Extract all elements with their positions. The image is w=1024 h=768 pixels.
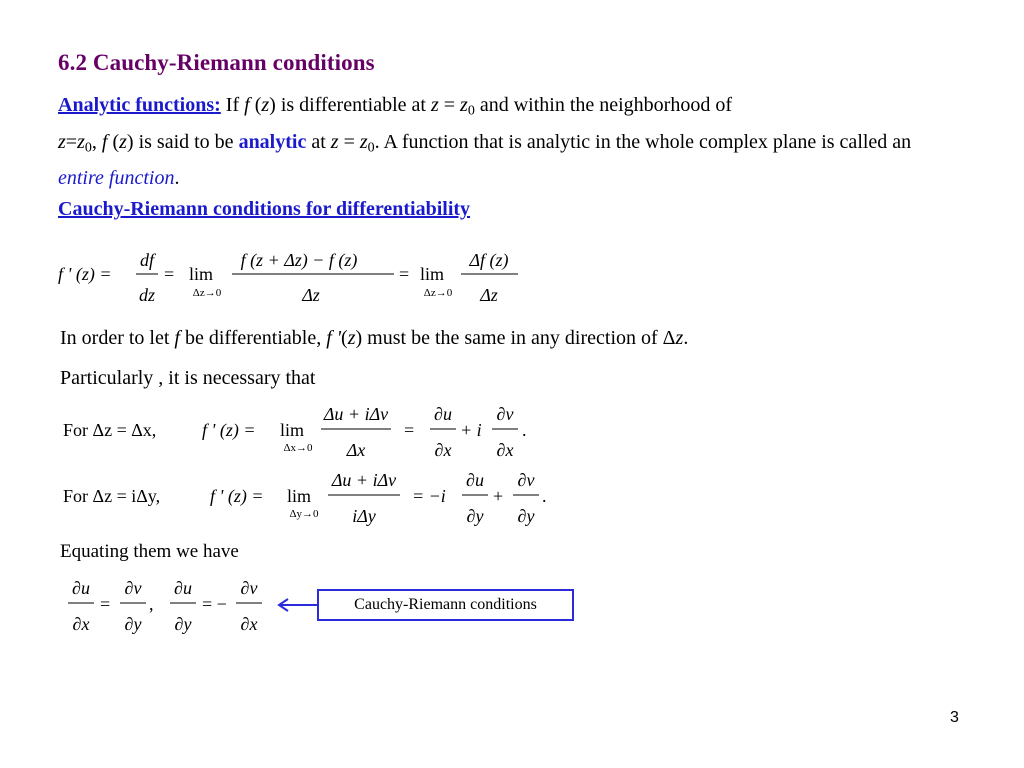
eq-lhs: f ' (z) =	[58, 264, 112, 284]
eq-partial-den: ∂x	[434, 440, 452, 460]
eq-denominator: iΔy	[352, 506, 376, 526]
eq-denominator: Δz	[302, 285, 320, 305]
para-var: f '	[326, 327, 342, 349]
eq-equals: =	[404, 420, 415, 440]
eq-partial-den: ∂y	[466, 506, 484, 526]
eq-comma: ,	[149, 594, 154, 614]
eq-partial-num: ∂v	[496, 404, 514, 424]
eq-equals: =	[100, 594, 111, 614]
eq-dz: dz	[138, 285, 156, 305]
intro-text: . A function that is analytic in the whole complex plane is called an	[374, 130, 912, 153]
entire-function-term: entire function	[58, 167, 175, 189]
intro-text: =	[338, 130, 360, 153]
eq-prefix: For Δz = Δx,	[63, 420, 157, 440]
left-arrow-icon	[276, 597, 318, 613]
para-text: (	[341, 327, 348, 349]
intro-var: z	[58, 130, 66, 153]
intro-subscript: 0	[467, 103, 475, 119]
eq-plus-i: + i	[460, 420, 482, 440]
para-var: z	[675, 327, 684, 349]
intro-var: z	[77, 130, 85, 153]
eq-lim-sub: Δy→0	[289, 508, 319, 520]
eq-equals: =	[164, 264, 175, 284]
eq-lim: lim	[420, 264, 445, 284]
para-var: z	[347, 327, 356, 349]
para-text: In order to let	[60, 327, 175, 349]
eq-df: df	[139, 250, 155, 270]
eq-partial-den: ∂y	[517, 506, 535, 526]
intro-text: (	[107, 130, 120, 153]
cauchy-riemann-label-box	[317, 589, 574, 621]
eq-lim: lim	[287, 486, 312, 506]
equating-paragraph: Equating them we have	[60, 541, 239, 562]
intro-text: =	[65, 130, 78, 153]
eq-numerator: Δf (z)	[469, 250, 509, 270]
eq-lim: lim	[189, 264, 214, 284]
intro-text: at	[306, 130, 331, 153]
intro-var: z	[359, 130, 368, 153]
eq-denominator: Δx	[346, 440, 366, 460]
necessary-paragraph: Particularly , it is necessary that	[60, 367, 316, 389]
intro-var: f	[244, 94, 250, 116]
eq-equals-minus: = −	[202, 594, 227, 614]
para-text: ) must be the same in any direction of Δ	[355, 327, 676, 349]
intro-text: ,	[91, 130, 102, 153]
slide-title: 6.2 Cauchy-Riemann conditions	[58, 50, 375, 75]
intro-var: z	[119, 130, 127, 153]
eq-lim: lim	[280, 420, 305, 440]
intro-text: (	[249, 94, 262, 116]
intro-text: If	[220, 94, 245, 116]
para-var: f	[174, 327, 180, 349]
eq-partial-num: ∂u	[466, 470, 484, 490]
direction-paragraph	[60, 327, 688, 350]
eq-lim-sub: Δz→0	[423, 287, 453, 299]
eq-lim-sub: Δx→0	[283, 442, 313, 454]
intro-subscript: 0	[84, 140, 92, 155]
eq-numerator: Δu + iΔv	[331, 470, 397, 490]
intro-text: ) is said to be	[126, 130, 239, 153]
eq-partial-num: ∂u	[174, 578, 192, 598]
intro-var: z	[430, 94, 439, 116]
eq-period: .	[542, 486, 547, 506]
intro-paragraph	[58, 90, 958, 194]
eq-partial-num: ∂v	[124, 578, 142, 598]
eq-partial-num: ∂u	[434, 404, 452, 424]
eq-lhs: f ' (z) =	[210, 486, 264, 506]
intro-text: .	[174, 167, 180, 189]
eq-equals: =	[399, 264, 410, 284]
eq-equals-minus-i: = −i	[412, 486, 446, 506]
eq-denominator: Δz	[480, 285, 498, 305]
intro-var: z	[460, 94, 468, 116]
cauchy-riemann-label: Cauchy-Riemann conditions	[354, 596, 537, 613]
eq-plus: +	[493, 486, 504, 506]
eq-partial-num: ∂v	[517, 470, 535, 490]
analytic-term: analytic	[238, 130, 307, 153]
term-colon: :	[214, 94, 221, 116]
eq-partial-den: ∂x	[72, 614, 90, 634]
y-direction-equation	[60, 466, 560, 528]
intro-text: and within the neighborhood of	[474, 94, 733, 116]
derivative-definition-equation	[58, 242, 538, 312]
eq-partial-den: ∂x	[240, 614, 258, 634]
eq-partial-den: ∂x	[496, 440, 514, 460]
x-direction-equation	[60, 400, 540, 462]
para-text: be differentiable,	[179, 327, 327, 349]
eq-prefix: For Δz = iΔy,	[63, 486, 161, 506]
page-number: 3	[950, 709, 959, 726]
eq-partial-num: ∂u	[72, 578, 90, 598]
intro-text: =	[438, 94, 461, 116]
section-heading: Cauchy-Riemann conditions for differentiability	[58, 198, 471, 220]
eq-partial-den: ∂y	[174, 614, 192, 634]
eq-partial-den: ∂y	[124, 614, 142, 634]
intro-var: f	[101, 130, 108, 153]
eq-lhs: f ' (z) =	[202, 420, 256, 440]
intro-text: ) is differentiable at	[269, 94, 431, 116]
eq-numerator: Δu + iΔv	[323, 404, 389, 424]
intro-subscript: 0	[367, 140, 375, 155]
eq-numerator: f (z + Δz) − f (z)	[240, 250, 358, 270]
analytic-functions-term: Analytic functions	[58, 94, 215, 116]
intro-var: z	[261, 94, 270, 116]
intro-var: z	[330, 130, 339, 153]
para-text: .	[683, 327, 689, 349]
eq-lim-sub: Δz→0	[192, 287, 222, 299]
eq-partial-num: ∂v	[240, 578, 258, 598]
eq-period: .	[522, 420, 527, 440]
